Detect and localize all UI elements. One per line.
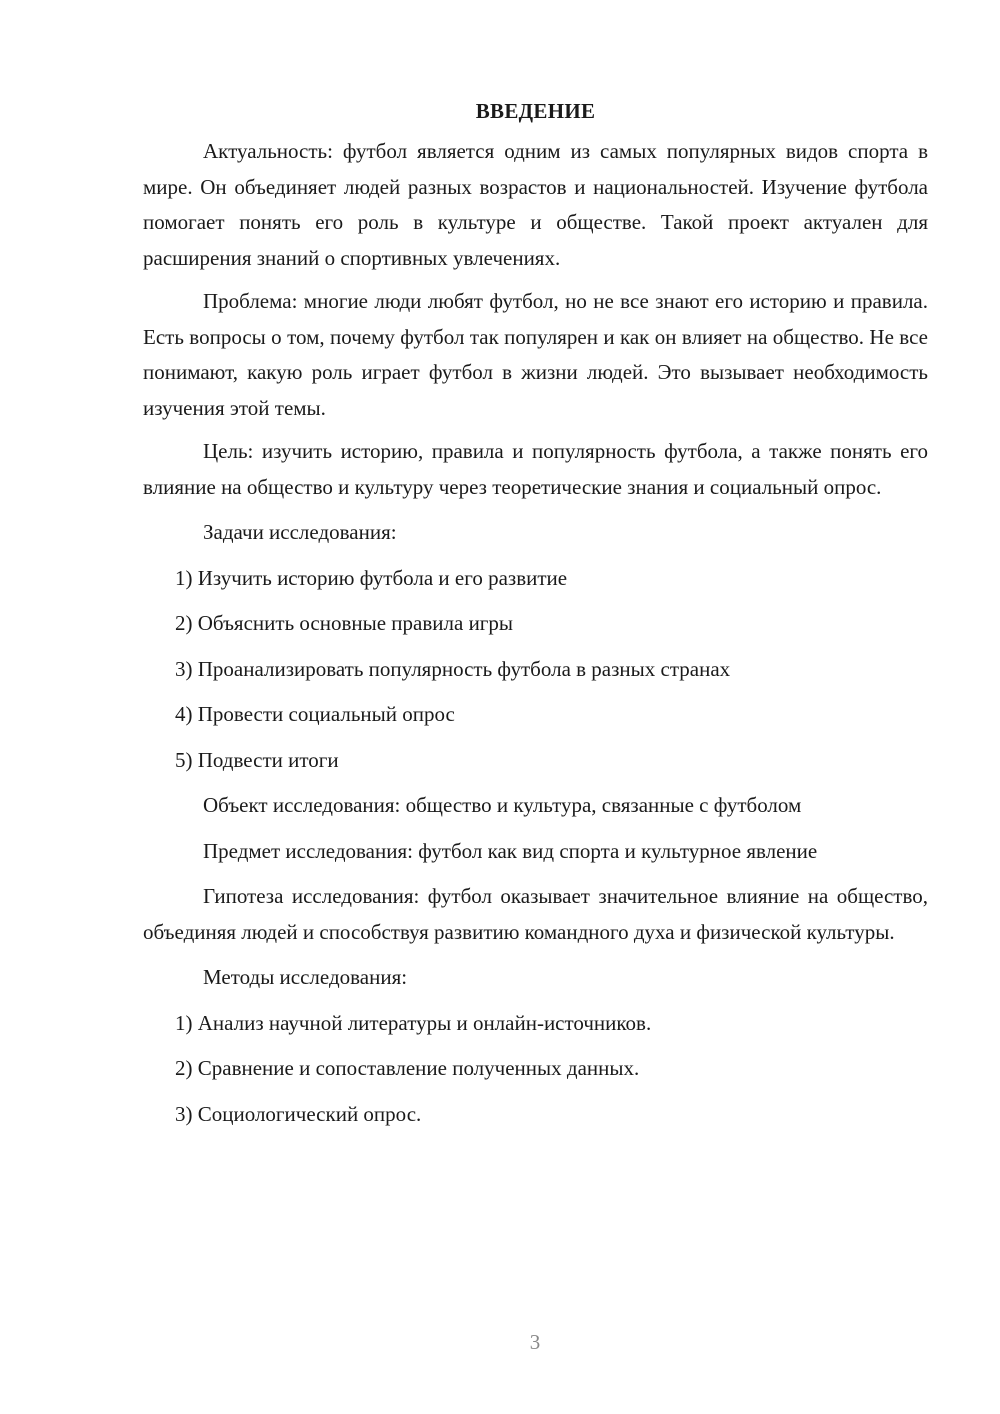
list-item: 1) Анализ научной литературы и онлайн-источников. [175,1010,652,1035]
list-item: 2) Сравнение и сопоставление полученных данных. [175,1056,640,1080]
tasks-list [143,561,928,779]
hypothesis-paragraph: Гипотеза исследования: футбол оказывает значительное влияние на общество, объединяя людей и способствуя развитию командного духа и физической культуры. [143,884,928,944]
goal-paragraph: Цель: изучить историю, правила и популярность футбола, а также понять его влияние на общество и культуру через теоретические знания и социальный опрос. [143,439,928,499]
actuality-paragraph: Актуальность: футбол является одним из самых популярных видов спорта в мире. Он объединяет людей разных возрастов и национальностей. Изучение футбола помогает понять его роль в культуре и обществе. Такой проект актуален для расширения знаний о спортивных увлечениях. [143,139,928,270]
tasks-heading: Задачи исследования: [203,520,397,544]
list-item: 3) Социологический опрос. [175,1101,422,1126]
list-item: 4) Провести социальный опрос [175,702,455,726]
document-title: ВВЕДЕНИЕ [475,99,596,123]
subject-paragraph: Предмет исследования: футбол как вид спорта и культурное явление [203,838,818,863]
methods-list [143,1006,928,1133]
object-paragraph: Объект исследования: общество и культура, связанные с футболом [203,793,802,817]
page-number: 3 [529,1330,541,1354]
list-item: 1) Изучить историю футбола и его развитие [175,565,568,590]
list-item: 2) Объяснить основные правила игры [175,611,514,635]
problem-paragraph: Проблема: многие люди любят футбол, но не все знают его историю и правила. Есть вопросы о том, почему футбол так популярен и как он влияет на общество. Не все понимают, какую роль играет футбол в жизни людей. Это вызывает необходимость изучения этой темы. [143,289,928,420]
list-item: 3) Проанализировать популярность футбола в разных странах [175,656,731,681]
list-item: 5) Подвести итоги [175,747,339,772]
document-page [143,96,928,1132]
methods-heading: Методы исследования: [203,965,408,989]
